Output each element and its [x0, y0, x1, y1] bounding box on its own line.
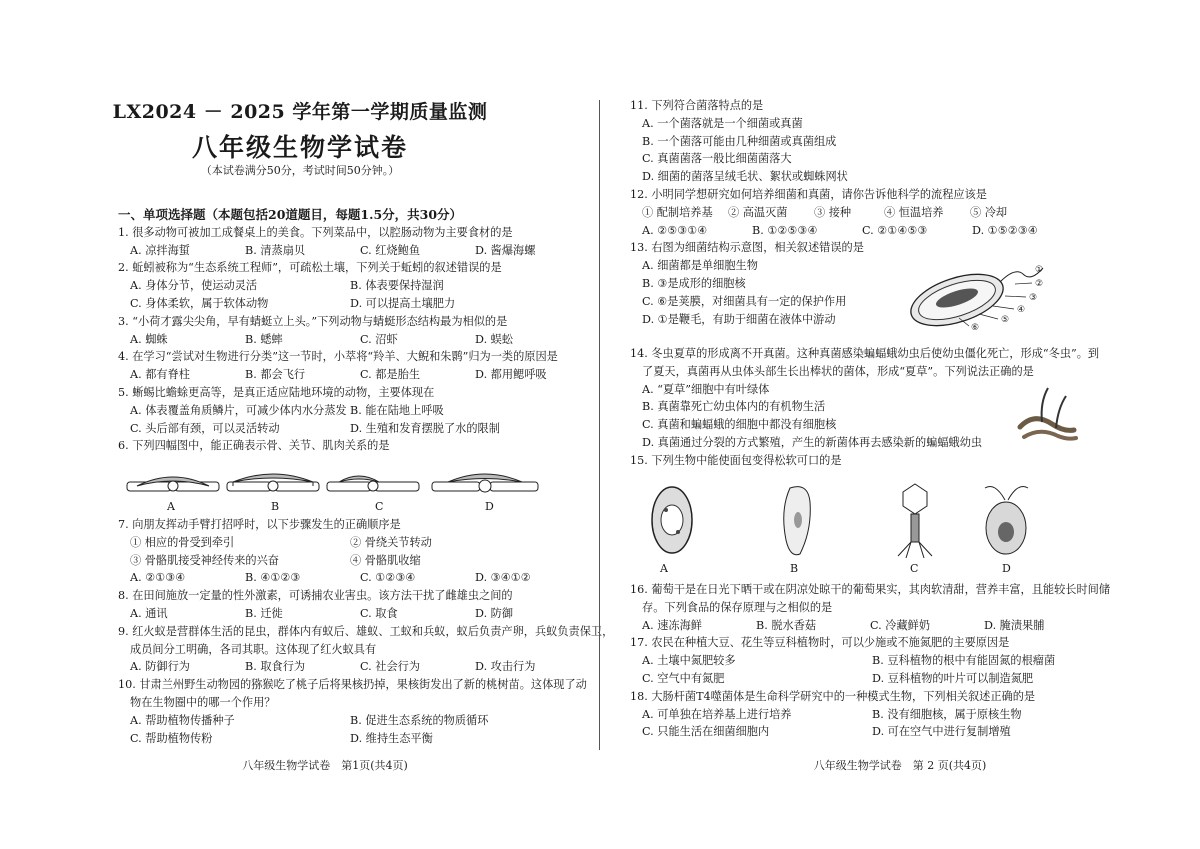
step: ⑤ 冷却 [970, 205, 1008, 219]
question-18-options-2 [630, 723, 1190, 741]
option: D. 都用鳃呼吸 [475, 368, 547, 382]
option: B. 没有细胞核，属于原核生物 [872, 707, 1022, 721]
bacterium-diagram [905, 262, 1050, 332]
section-heading: 一、单项选择题（本题包括20道题目，每题1.5分，共30分） [118, 207, 463, 222]
step: ④ 骨骼肌收缩 [350, 553, 421, 567]
option: D. 维持生态平衡 [350, 731, 433, 745]
question-9-cont: 成员间分工明确，各司其职。这体现了红火蚁具有 [130, 642, 377, 656]
option: D. 酱爆海螺 [475, 243, 536, 257]
option: D. 防御 [475, 606, 514, 620]
label-a: A [660, 562, 668, 575]
cordyceps-image [1012, 382, 1082, 452]
option: D. ③④①② [475, 571, 531, 585]
question-8: 8. 在田间施放一定量的性外激素，可诱捕农业害虫。该方法干扰了雌雄虫之间的 [118, 589, 513, 603]
question-12-steps [630, 204, 1190, 222]
question-7-options [118, 569, 588, 587]
label-4: ④ [1017, 305, 1026, 315]
option: B. 都会飞行 [245, 368, 306, 382]
question-11: 11. 下列符合菌落特点的是 [630, 99, 764, 112]
question-18-options [630, 706, 1190, 724]
label-1: ① [1035, 265, 1044, 275]
questions-16-18 [630, 581, 1190, 741]
questions-7-10 [118, 516, 614, 747]
option: C. 红烧鲍鱼 [360, 243, 421, 257]
option: D. 可在空气中进行复制增殖 [872, 725, 1011, 739]
option: C. ①②③④ [360, 571, 416, 585]
questions-1-5 [118, 206, 588, 455]
option: C. 沼虾 [360, 332, 398, 346]
question-2-options-2 [118, 295, 588, 313]
question-10: 10. 甘肃兰州野生动物园的猕猴吃了桃子后将果核扔掉，果核街发出了新的桃树苗。这体现了动 [118, 678, 587, 692]
label-d: D [485, 500, 494, 513]
question-1-options [118, 242, 588, 260]
exam-subtitle: 八年级生物学试卷 [191, 133, 408, 162]
question-12: 12. 小明同学想研究如何培养细菌和真菌，请你告诉他科学的流程应该是 [630, 187, 987, 201]
chlamydomonas [985, 487, 1028, 555]
option: D. 细菌的菌落呈绒毛状、絮状或蜘蛛网状 [642, 170, 848, 184]
yeast-cell [652, 487, 692, 553]
label-a: A [167, 500, 175, 513]
step: ① 配制培养基 [642, 205, 713, 219]
option: A. ②⑤③①④ [642, 223, 708, 237]
option: B. 清蒸扇贝 [245, 243, 306, 257]
option: D. 可以提高土壤肥力 [350, 296, 456, 310]
question-7: 7. 向朋友挥动手臂打招呼时，以下步骤发生的正确顺序是 [118, 518, 401, 531]
option: D. 真菌通过分裂的方式繁殖，产生的新菌体再去感染新的蝙蝠蛾幼虫 [642, 435, 983, 449]
option: B. ③是成形的细胞核 [642, 276, 746, 290]
question-18: 18. 大肠杆菌T4噬菌体是生命科学研究中的一种模式生物，下列相关叙述正确的是 [630, 689, 1036, 703]
question-16-options [630, 617, 1190, 635]
question-10-options-2 [118, 730, 588, 748]
option: A. 蜘蛛 [130, 332, 168, 346]
option: A. 土壤中氮肥较多 [642, 654, 736, 668]
organisms-diagram [640, 480, 1160, 560]
option: B. 促进生态系统的物质循环 [350, 713, 489, 727]
exam-title: LX2024 － 2025 学年第一学期质量监测 [112, 101, 488, 123]
option: A. “夏草”细胞中有叶绿体 [642, 382, 770, 396]
question-2-options [118, 277, 588, 295]
question-14-cont: 了夏天，真菌再从虫体头部生长出棒状的菌体，形成“夏草”。下列说法正确的是 [642, 364, 1034, 378]
question-3: 3. “小荷才露尖尖角，早有蜻蜓立上头。”下列动物与蜻蜓形态结构最为相似的是 [118, 314, 508, 328]
option: A. 凉拌海蜇 [130, 243, 190, 257]
option: D. ①是鞭毛，有助于细菌在液体中游动 [642, 312, 836, 326]
option: A. 细菌都是单细胞生物 [642, 259, 758, 273]
option: A. 帮助植物传播种子 [130, 713, 235, 727]
option: C. 真菌和蝙蝠蛾的细胞中都没有细胞核 [642, 418, 837, 432]
option: A. 通讯 [130, 606, 168, 620]
step: ② 骨绕关节转动 [350, 535, 432, 549]
option: B. 脱水香菇 [756, 618, 817, 632]
option: C. ⑥是荚膜，对细菌具有一定的保护作用 [642, 294, 847, 308]
question-16: 16. 葡萄干是在日光下晒干或在阴凉处晾干的葡萄果实，其肉软清甜，营养丰富，且能较长时间储 [630, 583, 1111, 596]
step: ① 相应的骨受到牵引 [130, 535, 235, 549]
question-14: 14. 冬虫夏草的形成离不开真菌。这种真菌感染蝙蝠蛾幼虫后使幼虫僵化死亡，形成“冬虫”。到 [630, 347, 1100, 360]
option: B. 迁徙 [245, 606, 283, 620]
label-c: C [375, 500, 384, 513]
option: C. ②①④⑤③ [862, 223, 928, 237]
option: A. ②①③④ [130, 571, 186, 585]
question-6: 6. 下列四幅图中，能正确表示骨、关节、肌肉关系的是 [118, 439, 390, 453]
option: D. 蜈蚣 [475, 332, 514, 346]
question-4: 4. 在学习“尝试对生物进行分类”这一节时，小萃将“羚羊、大鲵和朱鹮”归为一类的原因是 [118, 350, 558, 364]
question-9: 9. 红火蚁是营群体生活的昆虫，群体内有蚁后、雄蚁、工蚁和兵蚁，蚁后负责产卵，兵蚁负责保卫， [118, 624, 614, 638]
question-7-steps-2 [118, 552, 588, 570]
question-8-options [118, 605, 588, 623]
page-footer: 八年级生物学试卷 第1页(共4页) [242, 759, 408, 772]
option: D. 生殖和发育摆脱了水的限制 [350, 421, 500, 435]
question-9-options [118, 658, 588, 676]
option: C. 取食 [360, 606, 398, 620]
question-17: 17. 农民在种植大豆、花生等豆科植物时，可以少施或不施氮肥的主要原因是 [630, 636, 1010, 650]
label-b: B [271, 500, 280, 513]
bacteriophage [898, 484, 932, 558]
diagram-b [227, 474, 319, 491]
question-7-steps [118, 534, 588, 552]
option: A. 可单独在培养基上进行培养 [642, 707, 792, 721]
paramecium [784, 487, 811, 555]
option: B. 豆科植物的根中有能固氮的根瘤菌 [872, 654, 1056, 668]
label-5: ⑤ [1001, 315, 1010, 325]
option: D. 攻击行为 [475, 660, 536, 674]
option: B. 体表要保持湿润 [350, 279, 444, 293]
label-2: ② [1035, 279, 1044, 289]
question-17-options-2 [630, 670, 1190, 688]
option: C. 身体柔软，属于软体动物 [130, 296, 269, 310]
step: ③ 接种 [814, 205, 852, 219]
diagram-c [327, 476, 419, 491]
label-c: C [910, 562, 919, 575]
step: ② 高温灭菌 [728, 205, 788, 219]
question-14-block [630, 345, 1190, 470]
question-13: 13. 右图为细菌结构示意图，相关叙述错误的是 [630, 241, 864, 255]
diagram-a [127, 477, 219, 491]
option: A. 防御行为 [130, 660, 190, 674]
question-5: 5. 蜥蜴比蟾蜍更高等，是真正适应陆地环境的动物，主要体现在 [118, 385, 435, 399]
option: A. 体表覆盖角质鳞片，可减少体内水分蒸发 [130, 403, 347, 417]
page-right [600, 0, 1200, 849]
step: ④ 恒温培养 [884, 205, 944, 219]
option: A. 都有脊柱 [130, 368, 190, 382]
bone-muscle-diagrams [125, 466, 545, 516]
label-3: ③ [1029, 293, 1038, 303]
question-16-cont: 存。下列食品的保存原理与之相似的是 [642, 600, 833, 614]
page-footer: 八年级生物学试卷 第 2 页(共4页) [813, 759, 987, 772]
option: D. 豆科植物的叶片可以制造氮肥 [872, 671, 1034, 685]
option: A. 一个菌落就是一个细菌或真菌 [642, 116, 803, 130]
exam-note: （本试卷满分50分，考试时间50分钟。） [200, 164, 400, 177]
option: B. ④①②③ [245, 571, 301, 585]
question-5-options [118, 402, 588, 420]
question-5-options-2 [118, 420, 588, 438]
option: B. 能在陆地上呼吸 [350, 403, 444, 417]
option: C. 真菌菌落一般比细菌菌落大 [642, 152, 792, 166]
option: B. 蟋蟀 [245, 332, 283, 346]
step: ③ 骨骼肌接受神经传来的兴奋 [130, 553, 279, 567]
option: B. 取食行为 [245, 660, 306, 674]
question-1: 1. 很多动物可被加工成餐桌上的美食。下列菜品中，以腔肠动物为主要食材的是 [118, 225, 513, 239]
option: B. 一个菌落可能由几种细菌或真菌组成 [642, 134, 837, 148]
option: C. 冷藏鲜奶 [870, 618, 931, 632]
option: C. 帮助植物传粉 [130, 731, 213, 745]
option: C. 只能生活在细菌细胞内 [642, 725, 770, 739]
diagram-d [432, 474, 538, 492]
label-b: B [790, 562, 799, 575]
question-4-options [118, 366, 588, 384]
question-15: 15. 下列生物中能使面包变得松软可口的是 [630, 453, 842, 467]
question-2: 2. 蚯蚓被称为“生态系统工程师”，可疏松土壤，下列关于蚯蚓的叙述错误的是 [118, 261, 502, 275]
option: D. 腌渍果脯 [984, 618, 1045, 632]
question-12-options [630, 222, 1190, 240]
option: B. 真菌靠死亡幼虫体内的有机物生活 [642, 400, 826, 414]
option: A. 身体分节，使运动灵活 [130, 279, 258, 293]
option: C. 头后部有颈，可以灵活转动 [130, 421, 280, 435]
label-6: ⑥ [971, 323, 980, 332]
question-3-options [118, 331, 588, 349]
option: C. 社会行为 [360, 660, 421, 674]
question-10-cont: 物在生物圈中的哪一个作用？ [130, 695, 276, 709]
question-17-options [630, 652, 1190, 670]
question-10-options [118, 712, 588, 730]
option: A. 速冻海鲜 [642, 618, 702, 632]
option: C. 空气中有氮肥 [642, 671, 725, 685]
option: B. ①②⑤③④ [752, 223, 818, 237]
option: D. ①⑤②③④ [972, 223, 1038, 237]
option: C. 都是胎生 [360, 368, 421, 382]
label-d: D [1002, 562, 1011, 575]
